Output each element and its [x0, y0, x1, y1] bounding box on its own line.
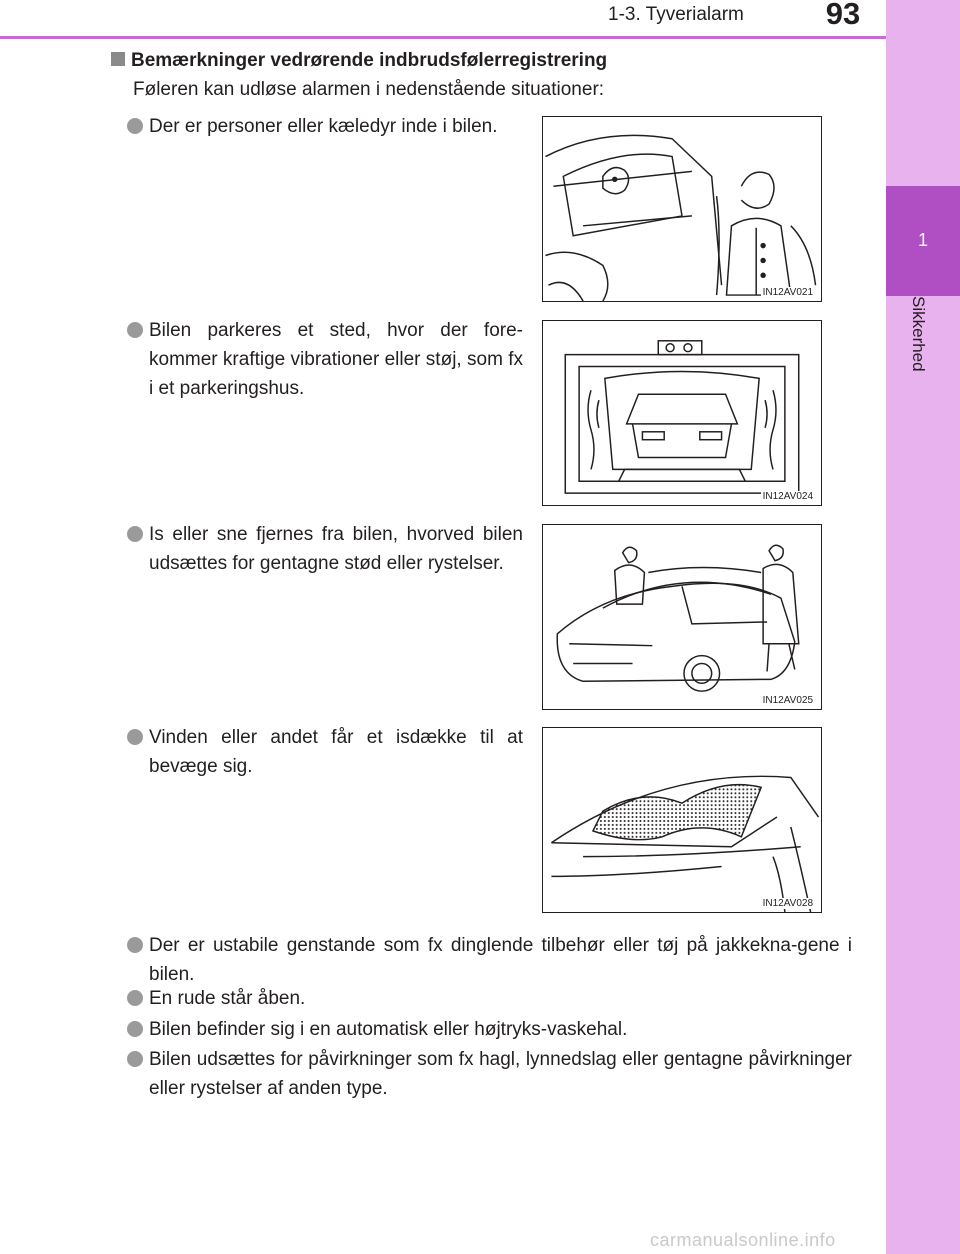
- watermark: carmanualsonline.info: [650, 1230, 836, 1250]
- figure-code: IN12AV024: [762, 491, 813, 502]
- header-section-title: 1-3. Tyverialarm: [608, 4, 744, 25]
- list-item: [127, 931, 852, 989]
- section-heading: [111, 50, 607, 72]
- figure-parking-garage: [542, 320, 822, 506]
- figure-code: IN12AV028: [762, 898, 813, 909]
- list-item: [127, 1015, 852, 1044]
- list-item-text: Der er personer eller kæledyr inde i bilen.: [149, 116, 498, 137]
- list-item-text: En rude står åben.: [149, 988, 306, 1009]
- bullet-icon: [127, 1021, 143, 1037]
- bullet-icon: [127, 526, 143, 542]
- list-item-text: Der er ustabile genstande som fx dinglende tilbehør eller tøj på jakkekna-gene i bilen.: [149, 935, 852, 985]
- side-tab-chapter-number: 1: [917, 230, 928, 250]
- list-item: [127, 112, 523, 141]
- list-item-text: Bilen parkeres et sted, hvor der fore-kommer kraftige vibrationer eller støj, som fx i et parkeringshus.: [149, 320, 523, 399]
- car-with-dog-and-person-illustration: [543, 117, 821, 301]
- bullet-icon: [127, 937, 143, 953]
- section-intro: Føleren kan udløse alarmen i nedenstående situationer:: [133, 79, 605, 100]
- list-item: [127, 984, 852, 1013]
- list-item: [127, 1045, 852, 1103]
- bullet-icon: [127, 729, 143, 745]
- figure-car-occupants: [542, 116, 822, 302]
- heading-square-icon: [111, 52, 125, 66]
- list-item-text: Vinden eller andet får et isdække til at bevæge sig.: [149, 727, 523, 777]
- bullet-icon: [127, 990, 143, 1006]
- list-item-text: Bilen befinder sig i en automatisk eller højtryks-vaskehal.: [149, 1019, 628, 1040]
- list-item: [127, 316, 523, 403]
- side-tab-chapter-label: Sikkerhed: [909, 296, 928, 372]
- bullet-icon: [127, 1051, 143, 1067]
- list-item: [127, 723, 523, 781]
- list-item-text: Is eller sne fjernes fra bilen, hvorved bilen udsættes for gentagne stød eller rystelser.: [149, 524, 523, 574]
- figure-code: IN12AV021: [762, 287, 813, 298]
- snow-removal-illustration: [543, 525, 821, 709]
- page-number: 93: [825, 0, 861, 31]
- header-rule: [0, 36, 886, 39]
- figure-code: IN12AV025: [762, 695, 813, 706]
- bullet-icon: [127, 118, 143, 134]
- list-item: [127, 520, 523, 578]
- section-heading-text: Bemærkninger vedrørende indbrudsfølerregistrering: [131, 50, 608, 71]
- figure-windshield-cover: [542, 727, 822, 913]
- figure-snow-removal: [542, 524, 822, 710]
- car-in-parking-lift-illustration: [543, 321, 821, 505]
- bullet-icon: [127, 322, 143, 338]
- list-item-text: Bilen udsættes for påvirkninger som fx hagl, lynnedslag eller gentagne påvirkninger eller rystelser af anden type.: [149, 1049, 852, 1099]
- windshield-cover-illustration: [543, 728, 821, 912]
